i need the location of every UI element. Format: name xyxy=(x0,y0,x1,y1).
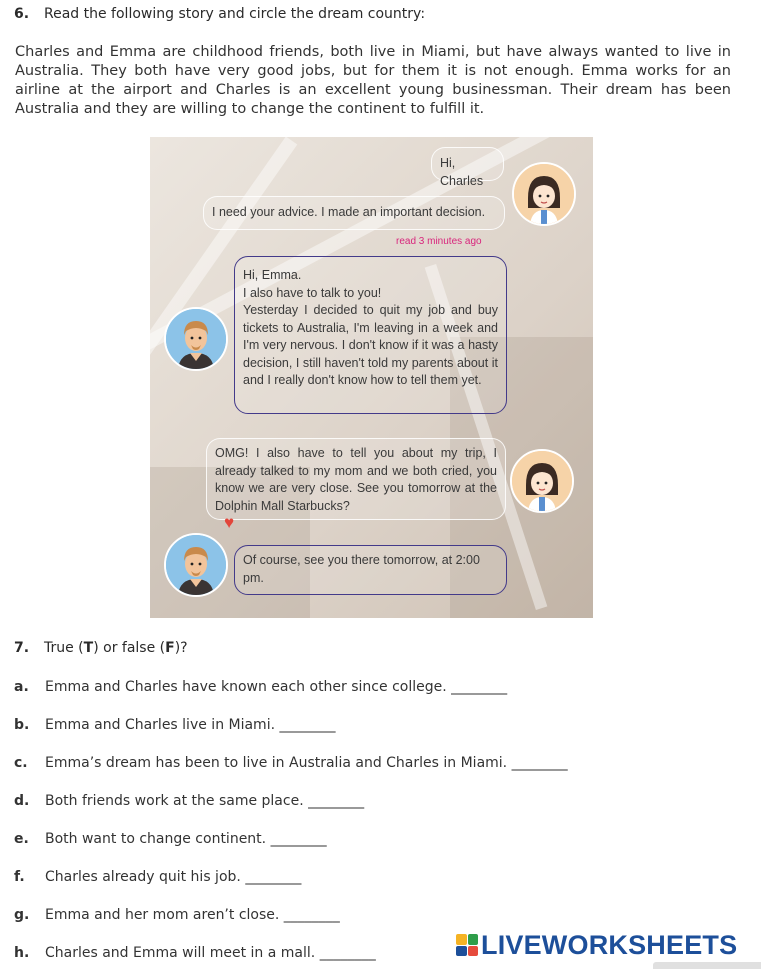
question-instruction: Read the following story and circle the dream country: xyxy=(44,6,426,22)
logo-text: LIVEWORKSHEETS xyxy=(481,929,738,960)
question-suffix: )? xyxy=(174,640,188,656)
item-letter: h. xyxy=(14,945,30,961)
item-text: Emma and Charles live in Miami. xyxy=(45,717,276,733)
chat-message-text: Hi, Charles xyxy=(440,156,484,188)
item-text: Both friends work at the same place. xyxy=(45,793,304,809)
item-letter: b. xyxy=(14,717,30,733)
chat-message-text: I need your advice. I made an important decision. xyxy=(212,205,486,219)
chat-bubble-charles-1 xyxy=(234,256,507,414)
logo-square xyxy=(456,946,467,957)
answer-blank[interactable]: ________ xyxy=(451,679,508,695)
chat-message-line: Yesterday I decided to quit my job and buy tickets to Australia, I'm leaving in a week and I'm very nervous. I don't know if it was a hasty decision, I still haven't told my parents about it and I really don't know how to tell them yet. xyxy=(243,303,498,387)
question-6-heading xyxy=(14,6,425,22)
item-letter: f. xyxy=(14,869,25,885)
emma-avatar xyxy=(510,449,574,513)
answer-blank[interactable]: ________ xyxy=(308,793,365,809)
statement-item xyxy=(14,717,336,733)
false-letter: F xyxy=(165,640,175,656)
item-text: Both want to change continent. xyxy=(45,831,267,847)
logo-mark-icon xyxy=(456,934,478,956)
question-number: 6. xyxy=(14,6,30,22)
chat-message-text: Of course, see you there tomorrow, at 2:00 pm. xyxy=(243,553,480,585)
statement-item xyxy=(14,869,301,885)
question-number: 7. xyxy=(14,640,30,656)
chat-message-line: Hi, Emma. xyxy=(243,268,302,282)
girl-avatar-icon xyxy=(514,164,574,224)
statement-item xyxy=(14,831,327,847)
answer-blank[interactable]: ________ xyxy=(279,717,336,733)
question-7-heading xyxy=(14,640,188,656)
corner-tab xyxy=(653,962,761,969)
logo-square xyxy=(456,934,467,945)
statement-item xyxy=(14,793,364,809)
item-letter: d. xyxy=(14,793,30,809)
answer-blank[interactable]: ________ xyxy=(245,869,302,885)
item-text: Emma and her mom aren’t close. xyxy=(45,907,280,923)
statement-item xyxy=(14,755,568,771)
chat-bubble-charles-2 xyxy=(234,545,507,595)
item-text: Emma’s dream has been to live in Australia and Charles in Miami. xyxy=(45,755,508,771)
chat-message-text: OMG! I also have to tell you about my trip, I already talked to my mom and we both cried, you know we are very close. See you tomorrow at the Dolphin Mall Starbucks? xyxy=(215,446,497,513)
read-receipt: read 3 minutes ago xyxy=(396,236,482,247)
heart-reaction-icon: ♥ xyxy=(224,513,235,532)
item-text: Charles and Emma will meet in a mall. xyxy=(45,945,316,961)
chat-bubble-emma-2 xyxy=(203,196,505,230)
girl-avatar-icon xyxy=(512,451,572,511)
logo-square xyxy=(468,946,479,957)
true-letter: T xyxy=(83,640,94,656)
liveworksheets-logo xyxy=(456,928,737,962)
answer-blank[interactable]: ________ xyxy=(319,945,376,961)
emma-avatar xyxy=(512,162,576,226)
story-paragraph: Charles and Emma are childhood friends, both live in Miami, but have always wanted to live in Australia. They both have very good jobs, but for them it is not enough. Emma works for an airline at the airport and Charles is an excellent young businessman. Their dream has been Australia and they are willing to change the continent to fulfill it. xyxy=(15,44,731,117)
item-letter: c. xyxy=(14,755,28,771)
answer-blank[interactable]: ________ xyxy=(283,907,340,923)
statement-item xyxy=(14,907,340,923)
item-text: Charles already quit his job. xyxy=(45,869,241,885)
answer-blank[interactable]: ________ xyxy=(511,755,568,771)
chat-bubble-emma-1 xyxy=(431,147,504,188)
item-letter: a. xyxy=(14,679,29,695)
logo-square xyxy=(468,934,479,945)
charles-avatar xyxy=(164,533,228,597)
question-middle: ) or false ( xyxy=(93,640,166,656)
chat-conversation-image xyxy=(150,137,593,618)
charles-avatar xyxy=(164,307,228,371)
chat-message-line: I also have to talk to you! xyxy=(243,285,382,300)
chat-bubble-emma-3 xyxy=(206,438,506,520)
question-prefix: True ( xyxy=(44,640,84,656)
statement-item xyxy=(14,679,507,695)
answer-blank[interactable]: ________ xyxy=(270,831,327,847)
boy-avatar-icon xyxy=(166,309,226,369)
boy-avatar-icon xyxy=(166,535,226,595)
statement-item xyxy=(14,945,376,961)
item-text: Emma and Charles have known each other since college. xyxy=(45,679,447,695)
item-letter: g. xyxy=(14,907,30,923)
item-letter: e. xyxy=(14,831,29,847)
